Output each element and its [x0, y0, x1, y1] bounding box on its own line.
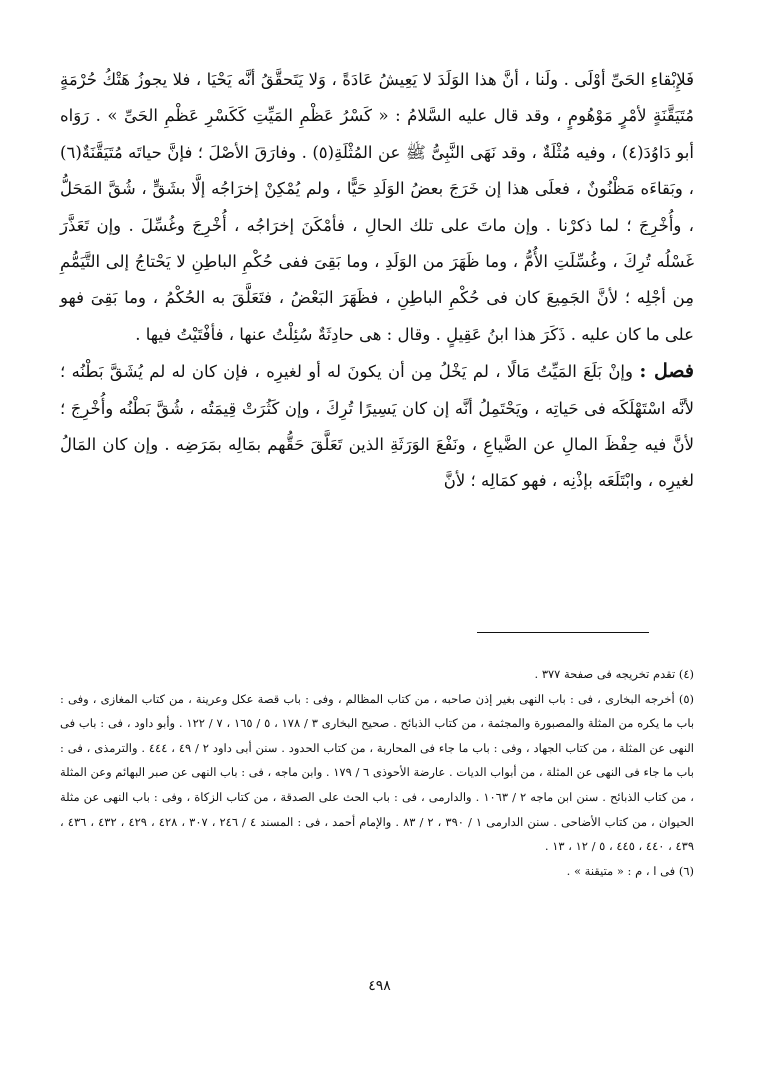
body-paragraph: فَلإِبْقاءِ الحَىِّ أوْلَى . ولَنا ، أنَّ هذا الوَلَدَ لا يَعِيشُ عَادَةً ، وَلا يَتَحقَّقُ أنَّه يَحْيَا ، فلا يجوزُ هَتْكُ حُرْمَةٍ مُتَيَقَّنَةٍ لأمْرٍ مَوْهُومٍ ، وقد قال عليه السَّلامُ : « كَسْرُ عَظْمِ المَيِّتِ كَكَسْرِ عَظْمِ الحَىِّ » . رَوَاه أبو دَاوُدَ(٤) ، وفيه مُثْلَةٌ ، وقد نَهَى النَّبِىُّ ﷺ عن المُثْلَةِ(٥) . وفارَقَ الأصْلَ ؛ فإنَّ حياتَه مُتَيَقَّنَةٌ(٦) ، وبَقاءَه مَظْنُونٌ ، فعلَى هذا إن خَرَجَ بعضُ الوَلَدِ حَيًّا ، ولم يُمْكِنْ إخرَاجُه إلَّا بشَقٍّ ، شُقَّ المَحَلُّ ، وأُخْرِجَ ؛ لما ذكرْنا . وإن ماتَ على تلك الحالِ ، فأمْكَنَ إخرَاجُه ، أُخْرِجَ وغُسِّلَ . وإن تَعَذَّرَ غَسْلُه تُرِكَ ، وغُسِّلَتِ الأُمُّ ، وما ظَهَرَ من الوَلَدِ ، وما بَقِىَ ففى حُكْمِ الباطِنِ لا يَحْتاجُ إلى التَّيَمُّمِ مِن أجْلِه ؛ لأنَّ الجَمِيعَ كان فى حُكْمِ الباطِنِ ، فظَهَرَ البَعْضُ ، فتَعَلَّقَ به الحُكْمُ ، وما بَقِىَ فهو على ما كان عليه . ذَكَرَ هذا ابنُ عَقِيلٍ . وقال : هى حادِثَةٌ سُئِلْتُ عنها ، فأفْتَيْتُ فيها .: [60, 70, 694, 344]
body-paragraph-2: وإنْ بَلَعَ المَيِّتُ مَالًا ، لم يَخْلُ مِن أن يكونَ له أو لغيرِه ، فإن كان له لم يُشَقَّ بَطْنُه ؛ لأنَّه اسْتَهْلَكَه فى حَياتِه ، ويَحْتَمِلُ أنَّه إن كان يَسِيرًا تُرِكَ ، وإن كَثُرَتْ قِيمَتُه ، شُقَّ بَطْنُه وأُخْرِجَ ؛ لأنَّ فيه حِفْظَ المالِ عن الضَّياعِ ، ونَفْعَ الوَرَثَةِ الذين تَعَلَّقَ حَقُّهم بمَالِه بمَرَضِه . وإن كان المَالُ لغيرِه ، وابْتَلَعَه بإذْنِه ، فهو كمَالِه ؛ لأنَّ: [60, 362, 695, 491]
footnotes: [60, 662, 694, 883]
footnote-4: (٤) تقدم تخريجه فى صفحة ٣٧٧ .: [534, 667, 694, 681]
fasl-paragraph: [60, 353, 694, 500]
page-number: ٤٩٨: [368, 978, 391, 994]
section-heading-fasl: فصل :: [639, 360, 694, 383]
footnote-5: (٥) أخرجه البخارى ، فى : باب النهى بغير إذن صاحبه ، من كتاب المظالم ، وفى : باب قصة عكل وعرينة ، من كتاب المغازى ، وفى : باب ما يكره من المثلة والمصبورة والمجثمة ، من كتاب الذبائح . صحيح البخارى ٣ / ١٧٨ ، ٥ / ١٦٥ ، ٧ / ١٢٢ . وأبو داود ، فى : باب فى النهى عن المثلة ، من كتاب الجهاد ، وفى : باب ما جاء فى المحاربة ، من كتاب الحدود . سنن أبى داود ٢ / ٤٩ ، ٤٤٤ . والترمذى ، فى : باب ما جاء فى النهى عن المثلة ، من أبواب الديات . عارضة الأحوذى ٦ / ١٧٩ . وابن ماجه ، فى : باب النهى عن صبر البهائم وعن المثلة ، من كتاب الذبائح . سنن ابن ماجه ٢ / ١٠٦٣ . والدارمى ، فى : باب الحث على الصدقة ، من كتاب الزكاة ، وفى : باب النهى عن مثلة الحيوان ، من كتاب الأضاحى . سنن الدارمى ١ / ٣٩٠ ، ٢ / ٨٣ . والإمام أحمد ، فى : المسند ٤ / ٢٤٦ ، ٣٠٧ ، ٤٢٨ ، ٤٢٩ ، ٤٣٢ ، ٤٣٦ ، ٤٣٩ ، ٤٤٠ ، ٤٤٥ ، ٥ / ١٢ ، ١٣ .: [60, 691, 695, 854]
footnote-6: (٦) فى ا ، م : « متيقنة » .: [566, 863, 694, 878]
main-text: [60, 62, 694, 500]
footnote-separator: [477, 632, 649, 633]
